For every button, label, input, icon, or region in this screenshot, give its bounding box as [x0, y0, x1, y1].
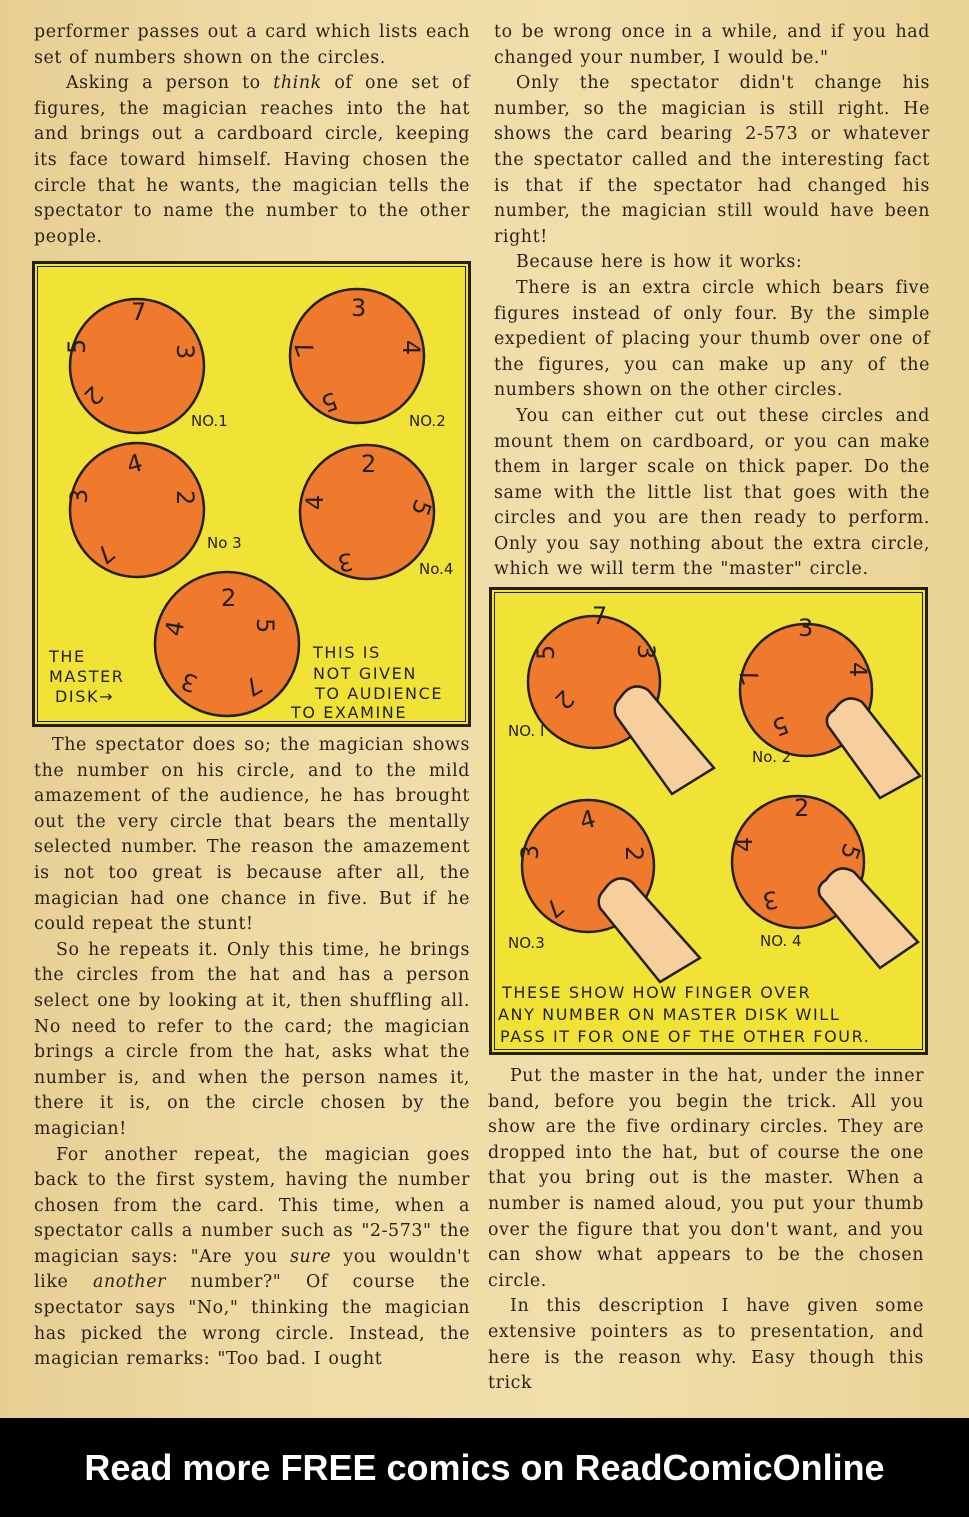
text-run-italic: sure: [290, 1246, 332, 1267]
thumb-disk-2-label: No. 2: [752, 748, 792, 766]
master-caption-line: MASTER: [49, 667, 125, 686]
paragraph: You can either cut out these circles and mount them on cardboard, or you can make them in larger scale on thick paper. Do the same with the little list that goes with the circles and you are then ready to perform. Only you say nothing about the extra circle, which we will term the "master" circle.: [494, 405, 930, 580]
master-caption-line: THE: [49, 647, 86, 666]
disk-1-digit: 7: [131, 298, 147, 326]
disk-4-digit: 4: [301, 494, 329, 510]
text-run: Asking a person to: [66, 73, 274, 94]
disk-1-digit: 3: [171, 344, 199, 360]
disk-1-digit: 5: [63, 338, 91, 354]
paragraph: In this description I have given some extensive pointers as to presentation, and here is the reason why. Easy though this trick: [488, 1296, 924, 1394]
disk-2-digit: 3: [351, 294, 367, 322]
thumb-disk-2-digit: 4: [844, 662, 872, 678]
paragraph: [34, 71, 470, 250]
note-line: TO EXAMINE: [291, 703, 408, 722]
text-run: number?" Of course the spectator says "No," thinking the magician has picked the wrong circle. Instead, the magician remarks: "Too bad. I ought: [34, 1272, 470, 1370]
master-disk-digit: 2: [221, 584, 237, 612]
disk-2-digit: 5: [317, 386, 342, 418]
text-run-italic: another: [92, 1272, 167, 1293]
thumb-disk-4-label: NO. 4: [760, 932, 802, 950]
disk-3-label: No 3: [207, 534, 242, 552]
paragraph: Only the spectator didn't change his number, so the magician is still right. He shows the card bearing 2-573 or whatever the spectator called and the interesting fact is that if the spectator had changed his number, the magician still would have been right!: [494, 73, 930, 247]
paragraph: The spectator does so; the magician shows the number on his circle, and to the mild amazement of the audience, he has brought out the very circle that bears the mentally selected number. The reason the amazement is not too great is because after all, the magician had one chance in five. But if he could repeat the stunt!: [34, 735, 470, 935]
thumb-disk-2-digit: 5: [768, 710, 793, 742]
five-disks-drawing: [35, 264, 468, 724]
note-line: THIS IS: [313, 643, 381, 662]
disk-2-digit: 7: [289, 336, 321, 361]
thumb-2: [827, 698, 920, 798]
thumb-disk-3-digit: 7: [539, 892, 570, 924]
disk-3-digit: 3: [65, 488, 93, 504]
thumb-disk-3-digit: 3: [516, 844, 544, 860]
left-column-bottom: [34, 733, 470, 1373]
text-run-italic: think: [273, 73, 322, 94]
thumb-caption-line: THESE SHOW HOW FINGER OVER: [502, 983, 812, 1002]
thumb-disk-1-digit: 7: [592, 602, 608, 630]
left-column-top: [34, 20, 470, 250]
paragraph: So he repeats it. Only this time, he brings the circles from the hat and has a person select one by looking at it, then shuffling all. No need to refer to the card; the magician brings a circle from the hat, asks what the number is, and when the person names it, there it is, on the circle chosen by the magician!: [34, 939, 470, 1139]
thumb-disk-4-digit: 5: [834, 839, 866, 864]
note-line: TO AUDIENCE: [315, 684, 444, 703]
text-run: you wouldn't like: [34, 1246, 470, 1293]
master-disk-digit: 7: [239, 669, 267, 702]
disk-2-digit: 4: [397, 340, 425, 356]
thumb-disk-3-digit: 4: [576, 804, 599, 836]
master-caption-line: DISK→: [55, 687, 115, 706]
thumb-disk-1-digit: 5: [532, 644, 560, 660]
paragraph: Because here is how it works:: [516, 252, 803, 273]
thumb-caption-line: ANY NUMBER ON MASTER DISK WILL: [498, 1005, 841, 1024]
disk-3-digit: 4: [123, 448, 146, 480]
thumb-3: [599, 878, 700, 982]
five-disks-illustration: [32, 261, 471, 727]
paragraph: There is an extra circle which bears five figures instead of only four. By the simple expedient of placing your thumb over one of the figures, you can make up any of the numbers shown on the other circles.: [494, 277, 930, 401]
text-run: For another repeat, the magician goes back to the first system, having the number chosen from the card. This time, when a spectator calls a number such as "2-573" the magician says: "Are you: [34, 1144, 470, 1267]
paragraph: Put the master in the hat, under the inner band, before you begin the trick. All you show are the five ordinary circles. They are dropped into the hat, but of course the one that you bring out is the master. When a number is named aloud, you put your thumb over the figure that you don't want, and you can show what appears to be the chosen circle.: [488, 1066, 924, 1291]
disk-1-digit: 2: [77, 380, 109, 412]
disk-3-digit: 2: [171, 490, 199, 506]
disk-2-label: NO.2: [409, 412, 446, 430]
disk-1-label: NO.1: [191, 412, 228, 430]
promo-banner[interactable]: Read more FREE comics on ReadComicOnline: [0, 1418, 969, 1517]
note-line: NOT GIVEN: [313, 664, 417, 683]
thumb-disk-3-digit: 2: [620, 846, 648, 862]
master-disk-digit: 3: [177, 666, 202, 698]
thumb-disk-4-digit: 3: [760, 884, 781, 916]
disk-4-digit: 2: [361, 450, 377, 478]
disk-4-label: No.4: [419, 560, 454, 578]
disk-4-digit: 5: [405, 495, 437, 520]
thumb-over-disk-illustration: [489, 587, 928, 1055]
thumb-disks-drawing: [492, 590, 925, 1052]
thumb-1: [615, 686, 714, 794]
right-column-bottom: [488, 1064, 924, 1397]
thumb-disk-4-digit: 2: [794, 794, 810, 822]
disk-3-digit: 7: [90, 538, 121, 570]
thumb-caption-line: PASS IT FOR ONE OF THE OTHER FOUR.: [500, 1027, 871, 1046]
thumb-disk-2-digit: 3: [798, 614, 814, 642]
thumb-disk-1-label: NO. I: [508, 722, 545, 740]
disk-4-digit: 3: [335, 546, 356, 578]
right-column-top: [494, 20, 930, 583]
thumb-disk-1-digit: 2: [548, 684, 580, 716]
thumb-disk-1-digit: 3: [632, 644, 660, 660]
paragraph: to be wrong once in a while, and if you had changed your number, I would be.": [494, 22, 930, 68]
text-run: of one set of figures, the magician reaches into the hat and brings out a cardboard circle, keeping its face toward himself. Having chosen the circle that he wants, the magician tells the spectator to name the number to the other people.: [34, 73, 470, 247]
master-disk-digit: 4: [159, 618, 191, 639]
paragraph: performer passes out a card which lists each set of numbers shown on the circles.: [34, 22, 470, 68]
paragraph: [34, 1143, 470, 1373]
master-disk-digit: 5: [251, 618, 279, 634]
thumb-disk-4-digit: 4: [730, 836, 758, 852]
thumb-disk-3-label: NO.3: [508, 934, 545, 952]
thumb-disk-2-digit: 7: [734, 664, 766, 689]
